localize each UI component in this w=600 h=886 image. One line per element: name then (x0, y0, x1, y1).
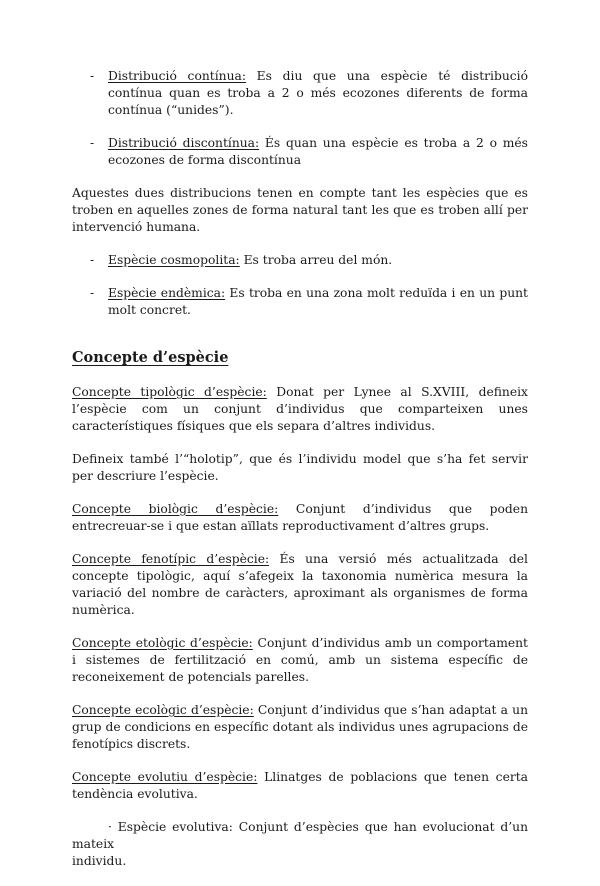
definition: Conjunt d’individus amb un comportament i sistemes de fertilització en comú, amb un sistema específic de reconeixement de potencials parelles. (72, 636, 529, 684)
definition: Conjunt d’individus que poden entrecreuar-se i que estan aïllats reproductivament d’altres grups. (72, 502, 528, 533)
term: Concepte tipològic d’espècie: (72, 385, 267, 399)
definition: Es diu que una espècie té distribució contínua quan es troba a 2 o més ecozones diferents de forma contínua (“unides”). (108, 69, 528, 117)
term: Concepte evolutiu d’espècie: (72, 770, 258, 784)
definition: Donat per Lynee al S.XVIII, defineix l’espècie com un conjunt d’individus que comparteixen unes característiques físiques que els separa d’altres individus. (72, 385, 528, 433)
concept-biologic (72, 501, 528, 535)
definition: Defineix també l’“holotip”, que és l’individu model que s’ha fet servir per descriure l’espècie. (72, 452, 528, 483)
sub-item-lead: · Espècie evolutiva: Conjunt d’espècies que han evolucionat d’un mateix (72, 820, 528, 851)
bullet-especie-endemica (72, 285, 528, 319)
concept-etologic (72, 635, 528, 686)
definition: És quan una espècie es troba a 2 o més ecozones de forma discontínua (108, 136, 528, 167)
bullet-especie-cosmopolita (72, 252, 528, 269)
document-page (72, 68, 528, 886)
concept-tipologic (72, 384, 528, 435)
concept-ecologic (72, 702, 528, 753)
bullet-dash: - (90, 69, 95, 83)
term: Distribució contínua: (108, 69, 246, 83)
bullet-dash: - (90, 253, 95, 267)
holotip-paragraph (72, 451, 528, 485)
term: Concepte biològic d’espècie: (72, 502, 279, 516)
concept-fenotipic (72, 551, 528, 619)
sub-item-especie-evolutiva (72, 819, 528, 870)
bullet-distribucio-continua (72, 68, 528, 119)
definition: Es troba arreu del món. (239, 253, 393, 267)
term: Concepte etològic d’espècie: (72, 636, 253, 650)
definition: És una versió més actualitzada del concepte tipològic, aquí s’afegeix la taxonomia numèrica mesura la variació del nombre de caràcters, aproximant als organismes de forma numèrica. (72, 552, 528, 617)
term: Espècie cosmopolita: (108, 253, 240, 267)
bullet-dash: - (90, 286, 95, 300)
concept-evolutiu (72, 769, 528, 803)
term: Espècie endèmica: (108, 286, 226, 300)
bullet-distribucio-discontinua (72, 135, 528, 169)
definition: Conjunt d’individus que s’han adaptat a un grup de condicions en específic dotant als individus unes agrupacions de fenotípics discrets. (72, 703, 528, 751)
term: Distribució discontínua: (108, 136, 260, 150)
definition: Es troba en una zona molt reduïda i en un punt molt concret. (108, 286, 528, 317)
term: Concepte ecològic d’espècie: (72, 703, 254, 717)
bullet-dash: - (90, 136, 95, 150)
sub-item-rest: individu. (72, 854, 127, 868)
intro-paragraph: Aquestes dues distribucions tenen en compte tant les espècies que es troben en aquelles zones de forma natural tant les que es troben allí per intervenció humana. (72, 186, 528, 234)
definition: Llinatges de poblacions que tenen certa tendència evolutiva. (72, 770, 529, 801)
term: Concepte fenotípic d’espècie: (72, 552, 270, 566)
section-heading: Concepte d’espècie (72, 349, 229, 366)
